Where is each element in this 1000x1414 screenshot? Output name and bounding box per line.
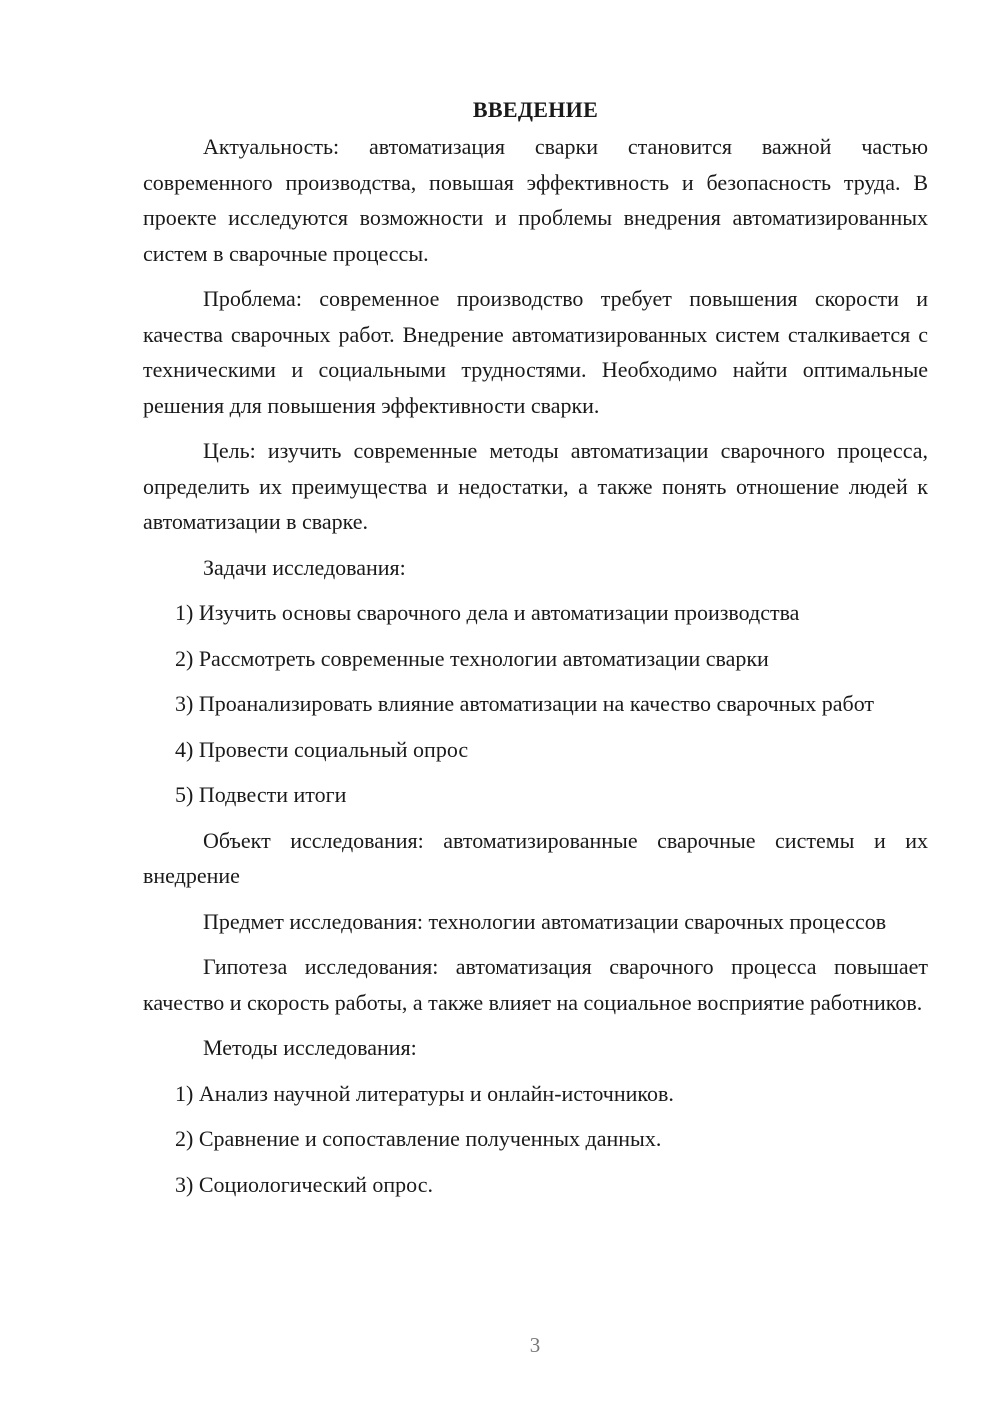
task-item: 3) Проанализировать влияние автоматизации на качество сварочных работ	[175, 691, 875, 716]
subject-paragraph: Предмет исследования: технологии автоматизации сварочных процессов	[203, 908, 887, 934]
hypothesis-paragraph: Гипотеза исследования: автоматизация сварочного процесса повышает качество и скорость работы, а также влияет на социальное восприятие работников.	[143, 954, 928, 1015]
task-item: 4) Провести социальный опрос	[175, 736, 469, 762]
goal-paragraph: Цель: изучить современные методы автоматизации сварочного процесса, определить их преимущества и недостатки, а также понять отношение людей к автоматизации в сварке.	[143, 438, 928, 534]
tasks-label: Задачи исследования:	[203, 554, 406, 580]
method-item: 2) Сравнение и сопоставление полученных данных.	[175, 1126, 662, 1151]
relevance-paragraph: Актуальность: автоматизация сварки становится важной частью современного производства, повышая эффективность и безопасность труда. В проекте исследуются возможности и проблемы внедрения автоматизированных систем в сварочные процессы.	[143, 134, 928, 266]
method-item: 3) Социологический опрос.	[175, 1171, 433, 1197]
task-item: 1) Изучить основы сварочного дела и автоматизации производства	[175, 600, 800, 625]
problem-paragraph: Проблема: современное производство требует повышения скорости и качества сварочных работ. Внедрение автоматизированных систем сталкивается с техническими и социальными трудностями. Необходимо найти оптимальные решения для повышения эффективности сварки.	[143, 286, 928, 418]
object-paragraph: Объект исследования: автоматизированные сварочные системы и их внедрение	[143, 827, 928, 888]
method-item: 1) Анализ научной литературы и онлайн-источников.	[175, 1080, 674, 1106]
methods-label: Методы исследования:	[203, 1035, 417, 1060]
section-heading: ВВЕДЕНИЕ	[472, 97, 599, 122]
task-item: 2) Рассмотреть современные технологии автоматизации сварки	[175, 645, 769, 671]
page-content	[143, 95, 928, 1212]
page-number: 3	[529, 1333, 541, 1357]
task-item: 5) Подвести итоги	[175, 782, 347, 807]
